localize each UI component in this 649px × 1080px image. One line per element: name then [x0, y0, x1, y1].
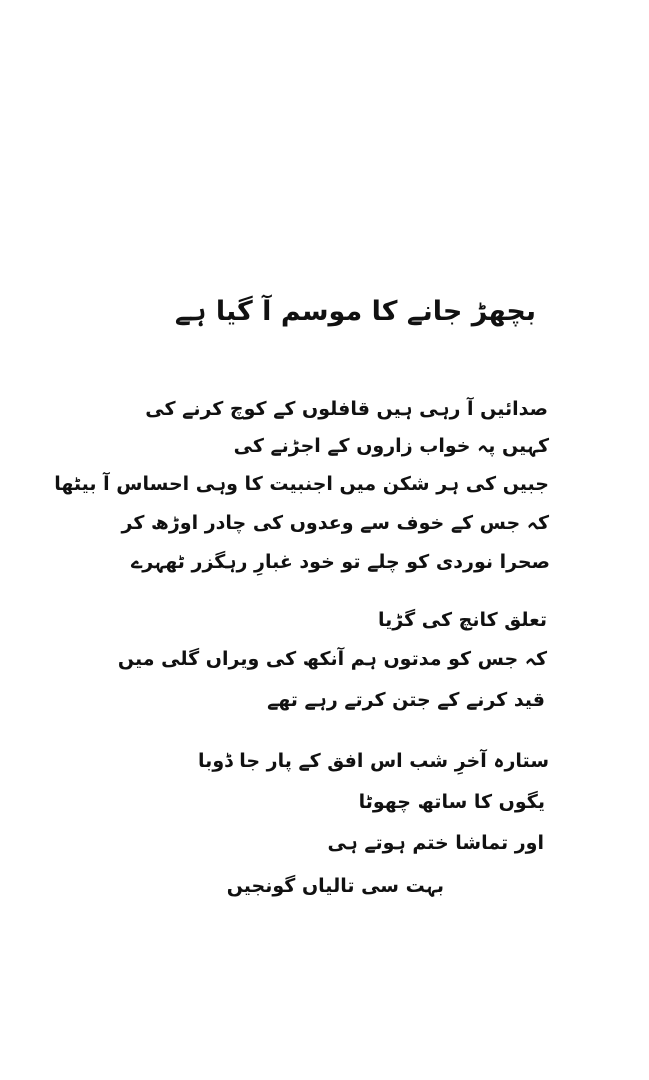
poem-line: بہت سی تالیاں گونجیں: [226, 875, 444, 897]
poem-line: تعلق کانچ کی گڑیا: [377, 609, 547, 631]
poem-line: جبیں کی ہر شکن میں اجنبیت کا وہی احساس آ بیٹھا: [54, 473, 549, 495]
poem-line: کہ جس کو مدتوں ہم آنکھ کی ویراں گلی میں: [117, 648, 547, 670]
poem-line: کہ جس کے خوف سے وعدوں کی چادر اوڑھ کر: [121, 512, 549, 534]
poem-line: کہیں پہ خواب زاروں کے اجڑنے کی: [233, 435, 549, 457]
poem-line: یگوں کا ساتھ چھوٹا: [358, 791, 545, 813]
poem-line: ستارہ آخرِ شب اس افق کے پار جا ڈوبا: [198, 750, 549, 772]
poem-line: صحرا نوردی کو چلے تو خود غبارِ رہگزر ٹھہرے: [131, 551, 550, 573]
poem-line: اور تماشا ختم ہوتے ہی: [327, 832, 544, 854]
poem-line: قید کرنے کے جتن کرتے رہے تھے: [267, 689, 545, 711]
poem-line: صدائیں آ رہی ہیں قافلوں کے کوچ کرنے کی: [145, 398, 548, 420]
poem-title: بچھڑ جانے کا موسم آ گیا ہے: [174, 296, 536, 327]
